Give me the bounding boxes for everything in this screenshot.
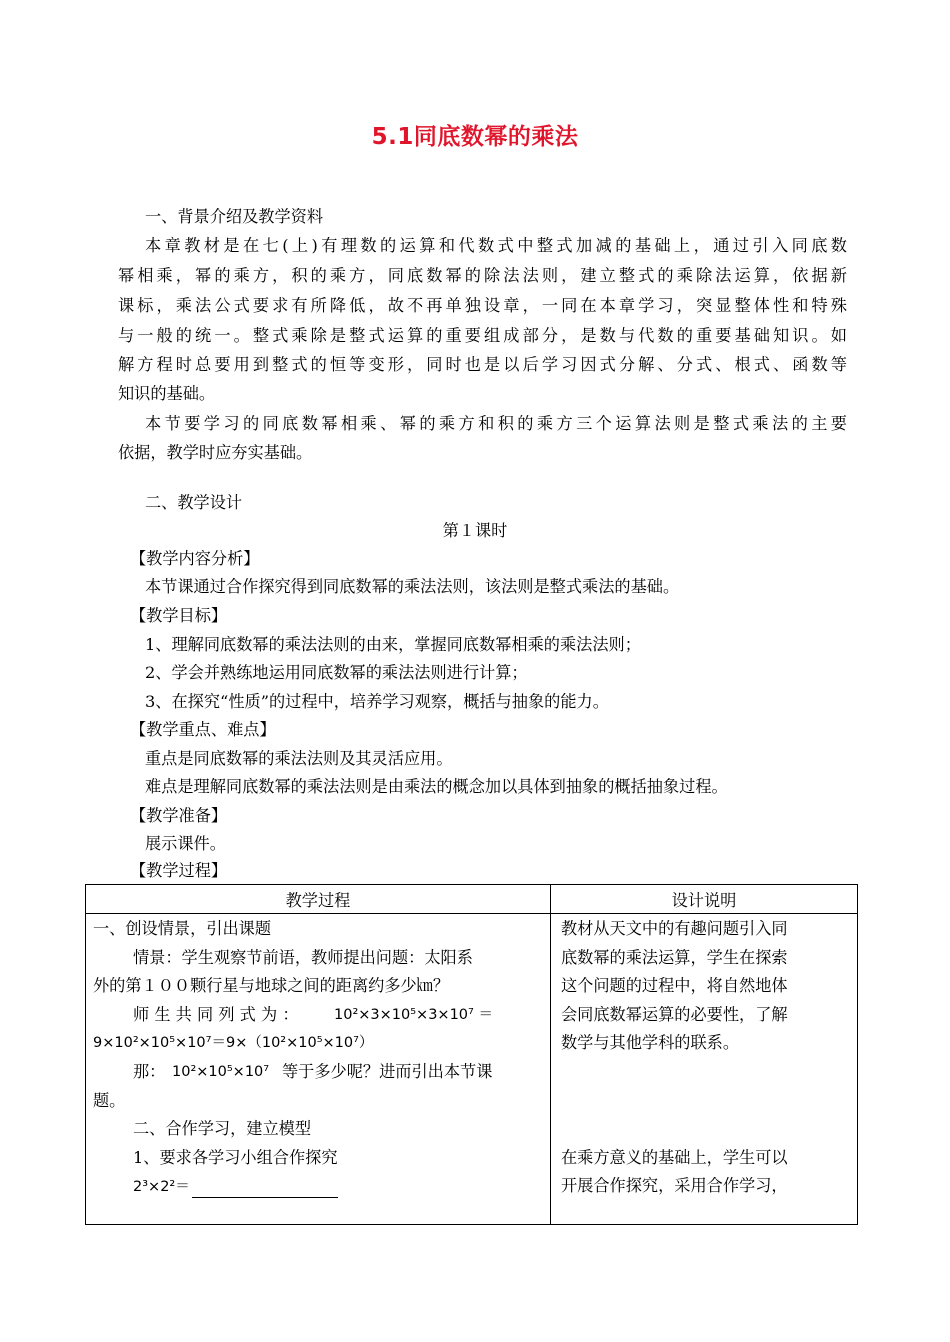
teaching-goal-item: 1、理解同底数幂的乘法法则的由来，掌握同底数幂相乘的乘法法则； [145, 635, 641, 654]
process-equation: 10²×3×10⁵×3×10⁷ ＝ [334, 1007, 493, 1023]
section-heading-design: 二、教学设计 [145, 493, 243, 512]
paragraph-line: 解方程时总要用到整式的恒等变形，同时也是以后学习因式分解、分式、根式、函数等 [118, 355, 847, 374]
process-line: 题。 [93, 1091, 126, 1110]
paragraph-line: 与一般的统一。整式乘除是整式运算的重要组成部分，是数与代数的重要基础知识。如 [118, 326, 847, 345]
teaching-process-table [85, 884, 858, 1225]
notes-line: 在乘方意义的基础上，学生可以 [561, 1148, 788, 1167]
notes-line: 开展合作探究，采用合作学习， [561, 1176, 788, 1195]
notes-line: 底数幂的乘法运算，学生在探索 [561, 948, 788, 967]
paragraph-line: 本章教材是在七(上)有理数的运算和代数式中整式加减的基础上，通过引入同底数 [145, 236, 847, 255]
paragraph-line: 课标，乘法公式要求有所降低，故不再单独设章，一同在本章学习，突显整体性和特殊 [118, 296, 847, 315]
notes-line: 教材从天文中的有趣问题引入同 [561, 919, 788, 938]
difficult-point-text: 难点是理解同底数幂的乘法法则是由乘法的概念加以具体到抽象的概括抽象过程。 [145, 777, 728, 796]
notes-line: 数学与其他学科的联系。 [561, 1033, 740, 1052]
paragraph-line: 幂相乘，幂的乘方，积的乘方，同底数幂的除法法则，建立整式的乘除法运算，依据新 [118, 266, 847, 285]
teaching-goal-item: 3、在探究“性质”的过程中，培养学习观察，概括与抽象的能力。 [145, 692, 609, 711]
preparation-text: 展示课件。 [145, 834, 226, 853]
process-line: 情景：学生观察节前语，教师提出问题：太阳系 [133, 948, 473, 967]
notes-cell [551, 914, 858, 1225]
process-equation: 9×10²×10⁵×10⁷＝9×（10²×10⁵×10⁷） [93, 1035, 374, 1051]
key-points-label: 【教学重点、难点】 [130, 720, 276, 739]
paragraph-line: 本节要学习的同底数幂相乘、幂的乘方和积的乘方三个运算法则是整式乘法的主要 [145, 414, 847, 433]
key-point-text: 重点是同底数幂的乘法法则及其灵活应用。 [145, 749, 453, 768]
content-analysis-label: 【教学内容分析】 [130, 549, 260, 568]
notes-line: 会同底数幂运算的必要性，了解 [561, 1005, 788, 1024]
teaching-goal-item: 2、学会并熟练地运用同底数幂的乘法法则进行计算； [145, 663, 528, 682]
process-line-suffix: 等于多少呢？进而引出本节课 [282, 1062, 493, 1081]
teaching-goals-label: 【教学目标】 [130, 606, 228, 625]
process-line: 二、合作学习，建立模型 [133, 1119, 312, 1138]
process-equation: 10²×10⁵×10⁷ [172, 1064, 270, 1080]
process-cell [86, 914, 551, 1225]
exercise-line [133, 1175, 338, 1198]
content-analysis-text: 本节课通过合作探究得到同底数幂的乘法法则，该法则是整式乘法的基础。 [145, 577, 680, 596]
process-label: 【教学过程】 [130, 861, 228, 880]
answer-blank [192, 1181, 338, 1198]
section-heading-background: 一、背景介绍及教学资料 [145, 207, 324, 226]
paragraph-line: 依据，教学时应夯实基础。 [118, 443, 313, 462]
process-line: 外的第１００颗行星与地球之间的距离约多少㎞？ [93, 976, 450, 995]
preparation-label: 【教学准备】 [130, 806, 228, 825]
notes-line: 这个问题的过程中，将自然地体 [561, 976, 788, 995]
exercise-equation: 2³×2²＝ [133, 1179, 190, 1195]
process-line-prefix: 那： [133, 1062, 166, 1081]
table-header-process: 教学过程 [86, 885, 551, 914]
paragraph-line: 知识的基础。 [118, 384, 216, 403]
lesson-number: 第１课时 [442, 521, 508, 540]
table-header-notes: 设计说明 [551, 885, 858, 914]
table-row [86, 914, 858, 1225]
process-line: 一、创设情景，引出课题 [93, 919, 272, 938]
table-header-row [86, 885, 858, 914]
process-line-equation-prefix: 师 生 共 同 列 式 为 ： [133, 1005, 299, 1024]
page-title: 5.1同底数幂的乘法 [371, 124, 579, 150]
process-line: 1、要求各学习小组合作探究 [133, 1148, 338, 1167]
